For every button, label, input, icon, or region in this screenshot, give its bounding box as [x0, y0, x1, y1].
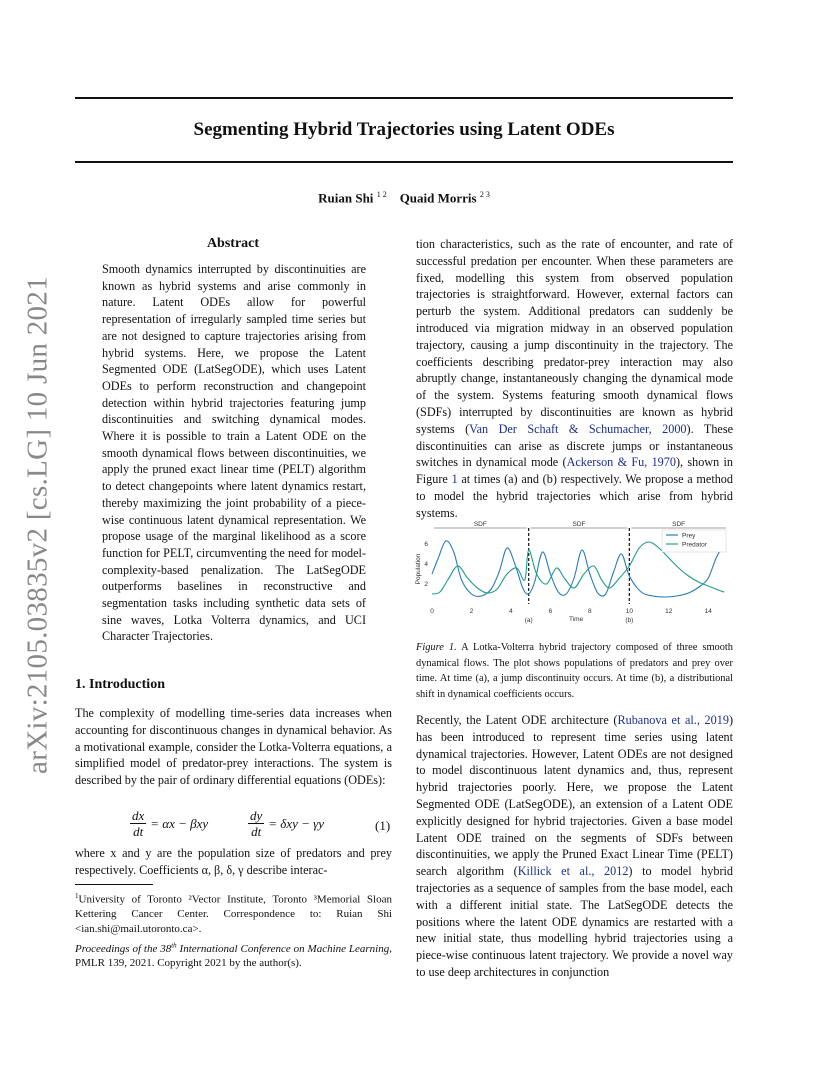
equation-rhs: = δxy − γy	[268, 815, 325, 831]
citation-link[interactable]: Van Der Schaft & Schumacher, 2000	[469, 421, 687, 436]
title-rule	[75, 161, 733, 163]
proceedings-venue: Proceedings of the 38	[75, 942, 172, 955]
legend-entry: Prey	[682, 532, 696, 540]
x-tick-label: 4	[509, 608, 513, 615]
segment-label: SDF	[572, 521, 586, 528]
arxiv-id: arXiv:2105.03835v2 [cs.LG] 10 Jun 2021	[21, 276, 54, 774]
figure-caption	[416, 640, 733, 702]
changepoint-label: (a)	[524, 617, 533, 624]
x-tick-label: 12	[665, 608, 673, 615]
intro-paragraph: The complexity of modelling time-series data increases when accounting for discontinuous changes in dynamical behavior. As a motivational example, consider the Lotka-Volterra equations, a simplified model of predator-prey interactions. The system is described by the pair of ordinary differential equations (ODEs):	[75, 706, 392, 788]
author-name: Quaid Morris	[399, 190, 477, 206]
caption-text: A Lotka-Volterra hybrid trajectory composed of three smooth dynamical flows. The plot shows populations of predators and prey over time. At time (a), a jump discontinuity occurs. At time (b), a distributional shift in dynamical coefficients occurs.	[416, 642, 733, 700]
caption-label: Figure 1.	[416, 642, 457, 653]
proceedings-copyright: , PMLR 139, 2021. Copyright 2021 by the author(s).	[75, 942, 392, 970]
author-affiliation: 1 2	[376, 190, 387, 199]
equation-dy	[248, 808, 324, 839]
section-heading: 1. Introduction	[75, 677, 165, 692]
text-run: ) has been introduced to represent time series using latent dynamical trajectories. However, Latent ODEs are not designed to model discontinuous latent dynamics and, thus, represent hybrid trajectories poorly. Here, we propose the Latent Segmented ODE (LatSegODE), an extension of a Latent ODE explicitly designed for hybrid trajectories. Given a base model Latent ODE trained on the segments of SDFs between discontinuities, we apply the Pruned Exact Linear Time (PELT) search algorithm (	[416, 713, 733, 879]
fraction-numerator: dx	[132, 808, 145, 823]
equation-dx	[130, 808, 208, 839]
author-affiliation: 2 3	[479, 190, 490, 199]
proceedings-ordinal: th	[171, 941, 177, 949]
arxiv-stamp	[18, 276, 58, 774]
equation-rhs: = αx − βxy	[150, 815, 209, 831]
segment-label: SDF	[473, 521, 487, 528]
affiliation-footnote	[75, 889, 392, 936]
abstract-heading: Abstract	[206, 236, 260, 251]
fraction-denominator: dt	[251, 824, 262, 839]
lotka-volterra-chart	[412, 518, 734, 630]
x-tick-label: 2	[469, 608, 474, 615]
x-tick-label: 6	[548, 608, 553, 615]
proceedings-note	[75, 938, 392, 971]
y-tick-label: 2	[424, 581, 428, 588]
right-column-paragraph-2	[416, 712, 733, 981]
proceedings-venue-cont: International Conference on Machine Learning	[176, 942, 390, 955]
text-run: ), shown in Figure	[416, 455, 733, 487]
figure-1	[412, 518, 734, 630]
y-tick-label: 6	[424, 541, 428, 548]
y-tick-label: 4	[424, 561, 428, 568]
text-run: ). These discontinuities can arise as discrete jumps or instantaneous switches in dynamical mode (	[416, 421, 733, 470]
x-tick-label: 10	[625, 608, 633, 615]
footnote-text: University of Toronto ²Vector Institute, Toronto ³Memorial Sloan Kettering Cancer Center. Correspondence to: Ruian Shi <ian.shi@mail.utoronto.ca>.	[75, 893, 392, 935]
citation-link[interactable]: Rubanova et al., 2019	[617, 713, 729, 727]
top-rule	[75, 97, 733, 99]
changepoint-label: (b)	[625, 617, 634, 624]
x-tick-label: 0	[430, 608, 434, 615]
x-axis-label: Time	[568, 616, 584, 623]
figure-ref-link[interactable]: 1	[451, 472, 458, 487]
text-run: ) to model hybrid trajectories as a sequence of samples from the base model, each with a different initial state. The LatSegODE detects the positions where the latent ODE dynamics are restarted with a new initial state, thus modelling hybrid trajectories using a piece-wise continuous latent trajectory. We provide a novel way to use deep architectures in conjunction	[416, 864, 733, 979]
text-run: Recently, the Latent ODE architecture (	[416, 713, 618, 727]
legend-entry: Predator	[682, 541, 707, 549]
footnote-rule	[75, 884, 153, 885]
fraction	[130, 808, 146, 839]
right-column-paragraph	[416, 236, 733, 522]
citation-link[interactable]: Killick et al., 2012	[517, 864, 629, 879]
x-tick-label: 14	[704, 608, 712, 615]
segment-label: SDF	[672, 521, 686, 528]
y-axis-label: Population	[415, 553, 422, 585]
x-tick-label: 8	[588, 608, 592, 615]
citation-link[interactable]: Ackerson & Fu, 1970	[566, 455, 676, 470]
fraction-denominator: dt	[133, 824, 144, 839]
author-list	[75, 190, 733, 206]
text-run: at times (a) and (b) respectively. We propose a method to model the hybrid trajectories which arise from hybrid systems.	[416, 472, 733, 520]
equation-number: (1)	[375, 818, 391, 833]
footnote-marker: 1	[75, 892, 79, 900]
author-name: Ruian Shi	[318, 190, 374, 206]
abstract-text: Smooth dynamics interrupted by discontinuities are known as hybrid systems and arise commonly in nature. Latent ODEs allow for powerful representation of irregularly sampled time series but are not designed to capture trajectories arising from hybrid systems. Here, we propose the Latent Segmented ODE (LatSegODE), which uses Latent ODEs to perform reconstruction and changepoint detection within hybrid trajectories featuring jump discontinuities and switching dynamical modes. Where it is possible to train a Latent ODE on the smooth dynamical flows between discontinuities, we apply the pruned exact linear time (PELT) algorithm to detect changepoints where latent dynamics restart, thereby maximizing the joint probability of a piece-wise continuous latent dynamical representation. We propose usage of the marginal likelihood as a score function for PELT, circumventing the need for model-complexity-based penalization. The LatSegODE outperforms baselines in reconstructive and segmentation tasks including synthetic data sets of sine waves, Lotka Volterra dynamics, and UCI Character Trajectories.	[102, 262, 366, 644]
fraction	[248, 808, 264, 839]
paper-title: Segmenting Hybrid Trajectories using Latent ODEs	[193, 119, 615, 140]
text-run: tion characteristics, such as the rate of encounter, and rate of successful predation per encounter. When these parameters are fixed, modelling this system from observed population trajectories is straightforward. However, external factors can perturb the system. Additional predators can suddenly be introduced via migration midway in an observed population trajectory, causing a jump discontinuity in the trajectory. The coefficients describing predator-prey interaction may also abruptly change, instantaneously changing the dynamical mode of the system. Systems featuring smooth dynamical flows (SDFs) interrupted by discontinuities are known as hybrid systems (	[416, 237, 733, 436]
fraction-numerator: dy	[250, 808, 263, 823]
intro-paragraph-cont: where x and y are the population size of predators and prey respectively. Coefficients α, β, δ, γ describe interac-	[75, 846, 392, 877]
